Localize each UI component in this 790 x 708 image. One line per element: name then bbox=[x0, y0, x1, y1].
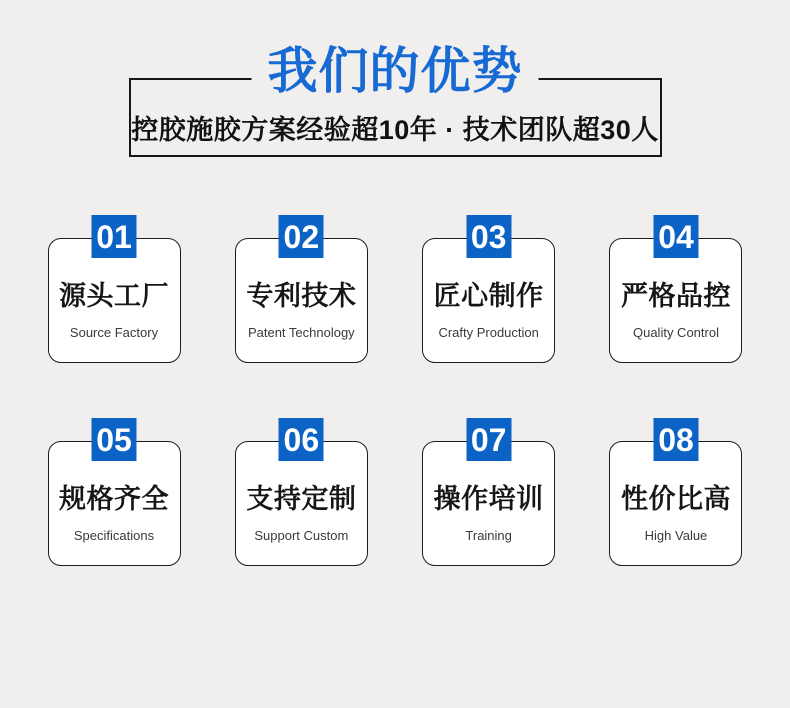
card-subtitle-en: High Value bbox=[644, 528, 708, 543]
advantage-card-7 bbox=[422, 421, 555, 566]
card-number-badge: 07 bbox=[466, 418, 511, 461]
card-title: 规格齐全 bbox=[59, 484, 169, 514]
card-subtitle-en: Source Factory bbox=[69, 325, 159, 340]
card-subtitle-en: Quality Control bbox=[632, 325, 719, 340]
card-number-badge: 06 bbox=[279, 418, 324, 461]
card-number-badge: 08 bbox=[653, 418, 698, 461]
card-title: 性价比高 bbox=[620, 484, 731, 514]
card-subtitle-en: Patent Technology bbox=[247, 325, 355, 340]
advantage-card-2 bbox=[235, 218, 368, 363]
advantage-card-3 bbox=[422, 218, 555, 363]
card-subtitle-en: Training bbox=[465, 528, 512, 543]
card-title: 专利技术 bbox=[246, 281, 357, 311]
card-subtitle-en: Specifications bbox=[73, 528, 155, 543]
advantage-card-8 bbox=[609, 421, 742, 566]
section-subtitle: 控胶施胶方案经验超10年 · 技术团队超30人 bbox=[131, 115, 659, 145]
advantage-card-5 bbox=[48, 421, 181, 566]
card-subtitle-en: Crafty Production bbox=[438, 325, 539, 340]
advantage-card-6 bbox=[235, 421, 368, 566]
card-number-badge: 05 bbox=[92, 418, 137, 461]
advantage-card-4 bbox=[609, 218, 742, 363]
advantages-grid bbox=[48, 218, 743, 566]
card-number-badge: 04 bbox=[653, 215, 698, 258]
advantage-card-1 bbox=[48, 218, 181, 363]
card-title: 匠心制作 bbox=[433, 281, 544, 311]
card-subtitle-en: Support Custom bbox=[254, 528, 349, 543]
section-title: 我们的优势 bbox=[252, 42, 539, 100]
card-title: 源头工厂 bbox=[59, 281, 169, 311]
header-box bbox=[129, 43, 662, 157]
card-title: 支持定制 bbox=[246, 484, 357, 514]
card-number-badge: 02 bbox=[279, 215, 324, 258]
card-title: 严格品控 bbox=[620, 281, 731, 311]
card-number-badge: 01 bbox=[92, 215, 137, 258]
card-title: 操作培训 bbox=[433, 484, 544, 514]
card-number-badge: 03 bbox=[466, 215, 511, 258]
